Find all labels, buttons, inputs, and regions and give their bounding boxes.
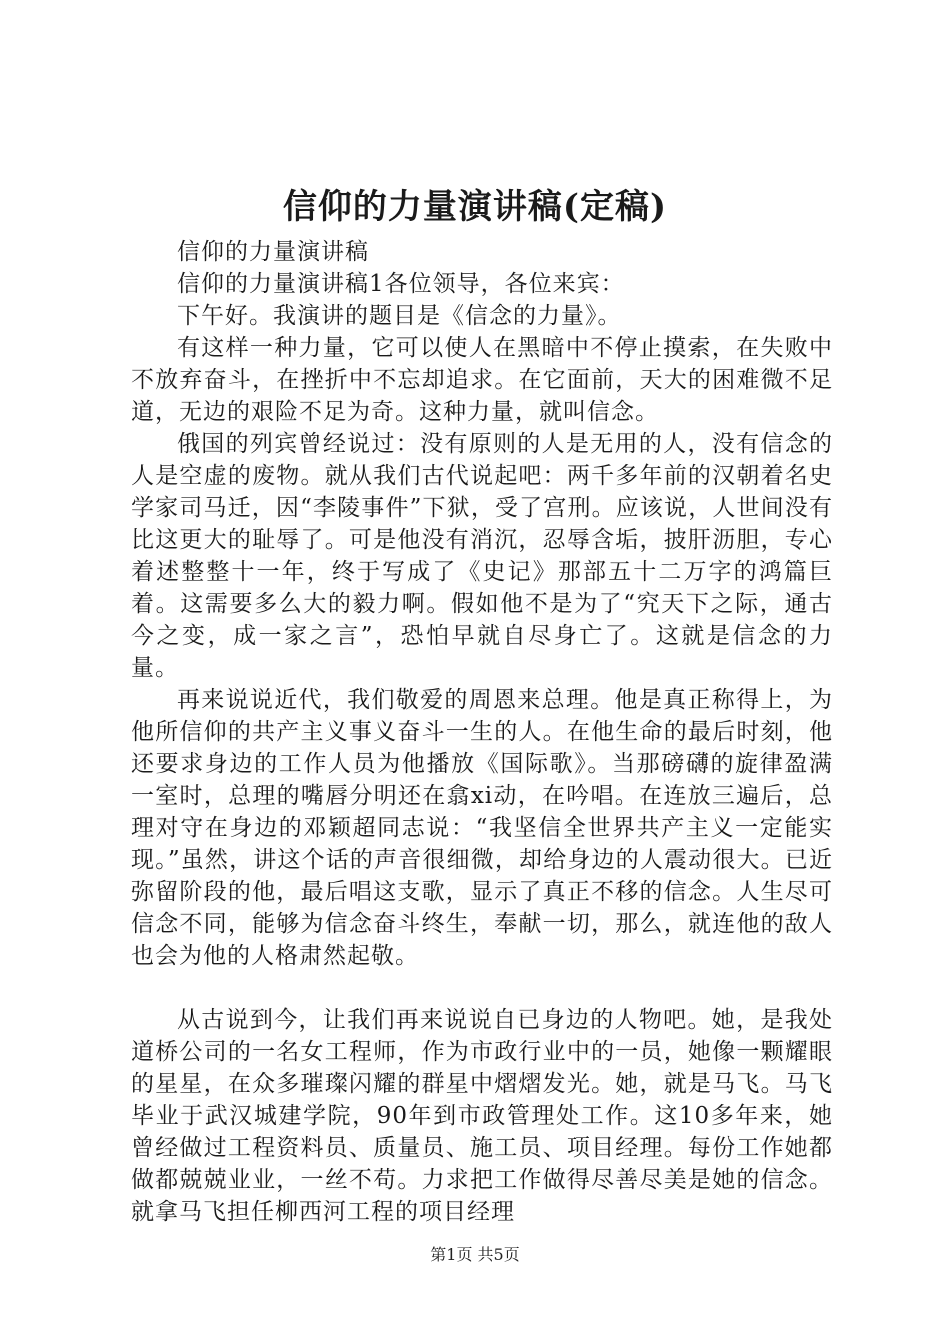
paragraph-sima-qian: 俄国的列宾曾经说过：没有原则的人是无用的人，没有信念的人是空虚的废物。就从我们古代说起吧：两千多年前的汉朝着名史学家司马迁，因“李陵事件”下狱，受了宫刑。应该说，人世间没有比这更大的耻辱了。可是他没有消沉，忍辱含垢，披肝沥胆，专心着述整整十一年，终于写成了《史记》那部五十二万字的鸿篇巨着。这需要多么大的毅力啊。假如他不是为了“究天下之际，通古今之变，成一家之言”，恐怕早就自尽身亡了。这就是信念的力量。 <box>131 431 833 681</box>
document-title: 信仰的力量演讲稿(定稿) <box>282 187 668 227</box>
paragraph-subtitle: 信仰的力量演讲稿 <box>177 239 369 265</box>
paragraph-ma-fei: 从古说到今，让我们再来说说自已身边的人物吧。她，是我处道桥公司的一名女工程师，作为市政行业中的一员，她像一颗耀眼的星星，在众多璀璨闪耀的群星中熠熠发光。她，就是马飞。马飞毕业于武汉城建学院，90年到市政管理处工作。这10多年来，她曾经做过工程资料员、质量员、施工员、项目经理。每份工作她都做都兢兢业业，一丝不苟。力求把工作做得尽善尽美是她的信念。就拿马飞担任柳西河工程的项目经理 <box>131 1007 833 1225</box>
document-body <box>131 236 833 1228</box>
page-number-footer: 第1页 共5页 <box>430 1245 520 1264</box>
paragraph-greeting: 信仰的力量演讲稿1各位领导，各位来宾： <box>177 271 625 297</box>
paragraph-topic: 下午好。我演讲的题目是《信念的力量》。 <box>177 303 622 329</box>
paragraph-belief-power: 有这样一种力量，它可以使人在黑暗中不停止摸索，在失败中不放弃奋斗，在挫折中不忘却追求。在它面前，天大的困难微不足道，无边的艰险不足为奇。这种力量，就叫信念。 <box>131 335 833 425</box>
paragraph-zhou-enlai: 再来说说近代，我们敬爱的周恩来总理。他是真正称得上，为他所信仰的共产主义事义奋斗一生的人。在他生命的最后时刻，他还要求身边的工作人员为他播放《国际歌》。当那磅礴的旋律盈满一室时，总理的嘴唇分明还在翕xi动，在吟唱。在连放三遍后，总理对守在身边的邓颖超同志说：“我坚信全世界共产主义一定能实现。”虽然，讲这个话的声音很细微，却给身边的人震动很大。已近弥留阶段的他，最后唱这支歌，显示了真正不移的信念。人生尽可信念不同，能够为信念奋斗终生，奉献一切，那么，就连他的敌人也会为他的人格肃然起敬。 <box>131 687 833 969</box>
